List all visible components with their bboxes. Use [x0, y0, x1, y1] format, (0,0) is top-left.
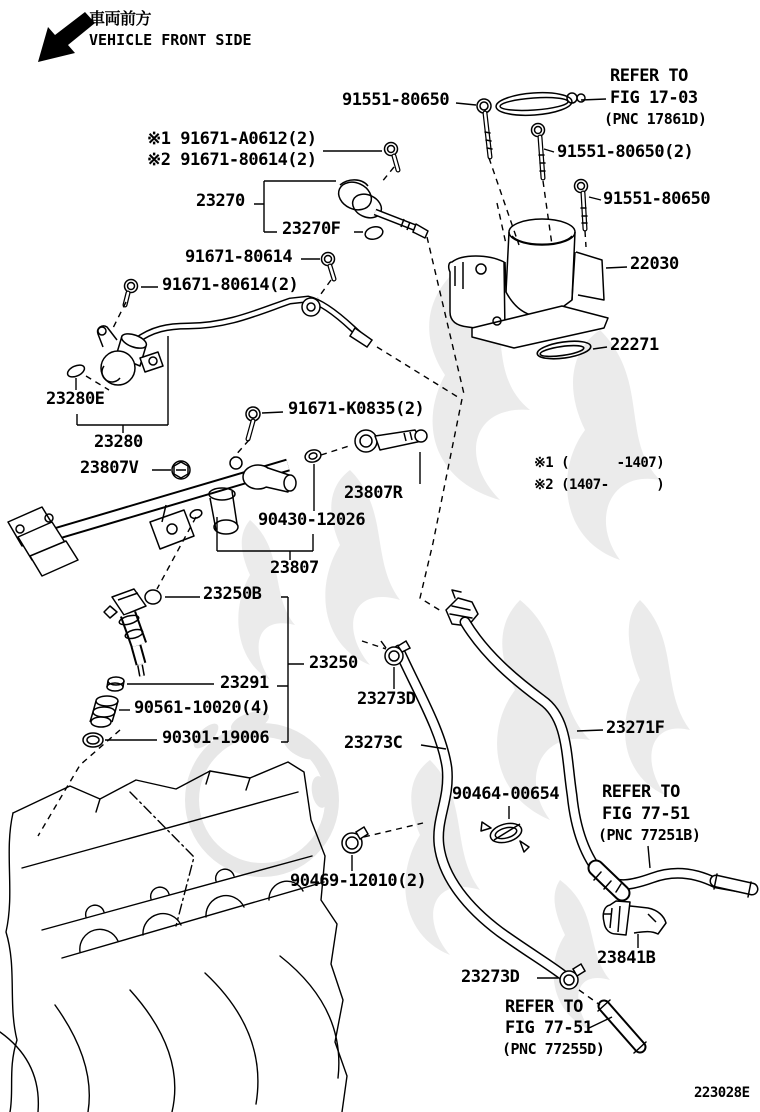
throttle-body-drawing [449, 219, 608, 348]
part-label-90301-19006: 90301-19006 [162, 728, 270, 748]
oring-23270f-drawing [364, 225, 384, 241]
damper-23807r-drawing [304, 430, 427, 464]
front-side-jp-label: 車両前方 [89, 9, 152, 28]
bolt-91551-c-drawing [575, 180, 588, 230]
part-label-23807v: 23807V [80, 458, 139, 478]
nut-23807v-drawing [172, 461, 190, 479]
part-label-91551-80650-b: 91551-80650(2) [557, 142, 694, 162]
part-label-22271: 22271 [610, 335, 659, 355]
part-label-90561-10020: 90561-10020(4) [134, 698, 271, 718]
note-1: ※1 ( -1407) [534, 455, 665, 471]
part-label-23841b: 23841B [597, 948, 656, 968]
part-label-91671-80614: 91671-80614 [185, 247, 293, 267]
bolt-91671-80614-drawing [322, 253, 335, 280]
refer-fig17-03-line2: FIG 17-03 [610, 88, 698, 108]
hose-stub-77255d-drawing [598, 1000, 646, 1053]
spacer-90561-drawing [90, 696, 118, 727]
part-label-91551-80650-a: 91551-80650 [342, 90, 450, 110]
part-label-23271f: 23271F [606, 718, 665, 738]
bolt-91551-a-drawing [477, 99, 492, 157]
part-label-23273c: 23273C [344, 733, 403, 753]
diagram-number: 223028E [694, 1085, 750, 1101]
clamp-90469-drawing [342, 827, 368, 853]
engine-block-drawing [0, 762, 347, 1112]
part-label-91551-80650-c: 91551-80650 [603, 189, 711, 209]
gasket-23280e-drawing [66, 363, 87, 380]
clamp-90464-drawing [481, 820, 529, 852]
part-label-23270f: 23270F [282, 219, 341, 239]
refer-fig77-51b-pnc: (PNC 77255D) [502, 1040, 605, 1058]
part-label-91671-k0835: 91671-K0835(2) [288, 399, 425, 419]
part-label-23291: 23291 [220, 673, 269, 693]
oring-23250b-drawing [145, 590, 161, 604]
hose-23271f-drawing [446, 590, 752, 897]
washer-90430-drawing [304, 448, 323, 464]
damper-23270-drawing [334, 177, 428, 241]
grommet-23291-drawing [107, 677, 124, 691]
part-label-23273d-1: 23273D [357, 689, 416, 709]
fuel-pipe-drawing [136, 298, 372, 347]
vehicle-front-arrow [38, 12, 95, 62]
injector-23250-drawing [83, 589, 161, 747]
part-label-23807: 23807 [270, 558, 319, 578]
note-2: ※2 (1407- ) [534, 477, 665, 493]
part-label-23280: 23280 [94, 432, 143, 452]
oring-90301-drawing [83, 733, 103, 747]
part-label-23807r: 23807R [344, 483, 403, 503]
bolt-screw-set-drawing [385, 143, 399, 171]
refer-fig77-51a-line1: REFER TO [602, 782, 680, 802]
refer-fig77-51a-line2: FIG 77-51 [602, 804, 690, 824]
refer-fig77-51a-pnc: (PNC 77251B) [598, 826, 701, 844]
bolt-91551-b-drawing [532, 124, 546, 179]
bolt-91671-80614-2-drawing [125, 280, 138, 306]
front-side-en-label: VEHICLE FRONT SIDE [89, 31, 252, 49]
refer-fig77-51b-line2: FIG 77-51 [505, 1018, 593, 1038]
part-label-22030: 22030 [630, 254, 679, 274]
part-label-91671-80614-2: 91671-80614(2) [162, 275, 299, 295]
part-label-23270: 23270 [196, 191, 245, 211]
part-label-90430-12026: 90430-12026 [258, 510, 366, 530]
clip-23841b-drawing [603, 901, 666, 935]
hose-clamp-17861d-drawing [495, 90, 585, 117]
part-label-screw-set-1: ※1 91671-A0612(2) [147, 129, 317, 149]
refer-fig17-03-line1: REFER TO [610, 66, 688, 86]
part-label-23273d-2: 23273D [461, 967, 520, 987]
part-label-90464-00654: 90464-00654 [452, 784, 560, 804]
refer-fig17-03-pnc: (PNC 17861D) [604, 110, 707, 128]
refer-fig77-51b-line1: REFER TO [505, 997, 583, 1017]
part-label-23250b: 23250B [203, 584, 262, 604]
part-label-screw-set-2: ※2 91671-80614(2) [147, 150, 317, 170]
part-label-23250: 23250 [309, 653, 358, 673]
part-label-90469-12010: 90469-12010(2) [290, 871, 427, 891]
part-label-23280e: 23280E [46, 389, 105, 409]
bolt-91671-k0835-drawing [246, 407, 260, 439]
